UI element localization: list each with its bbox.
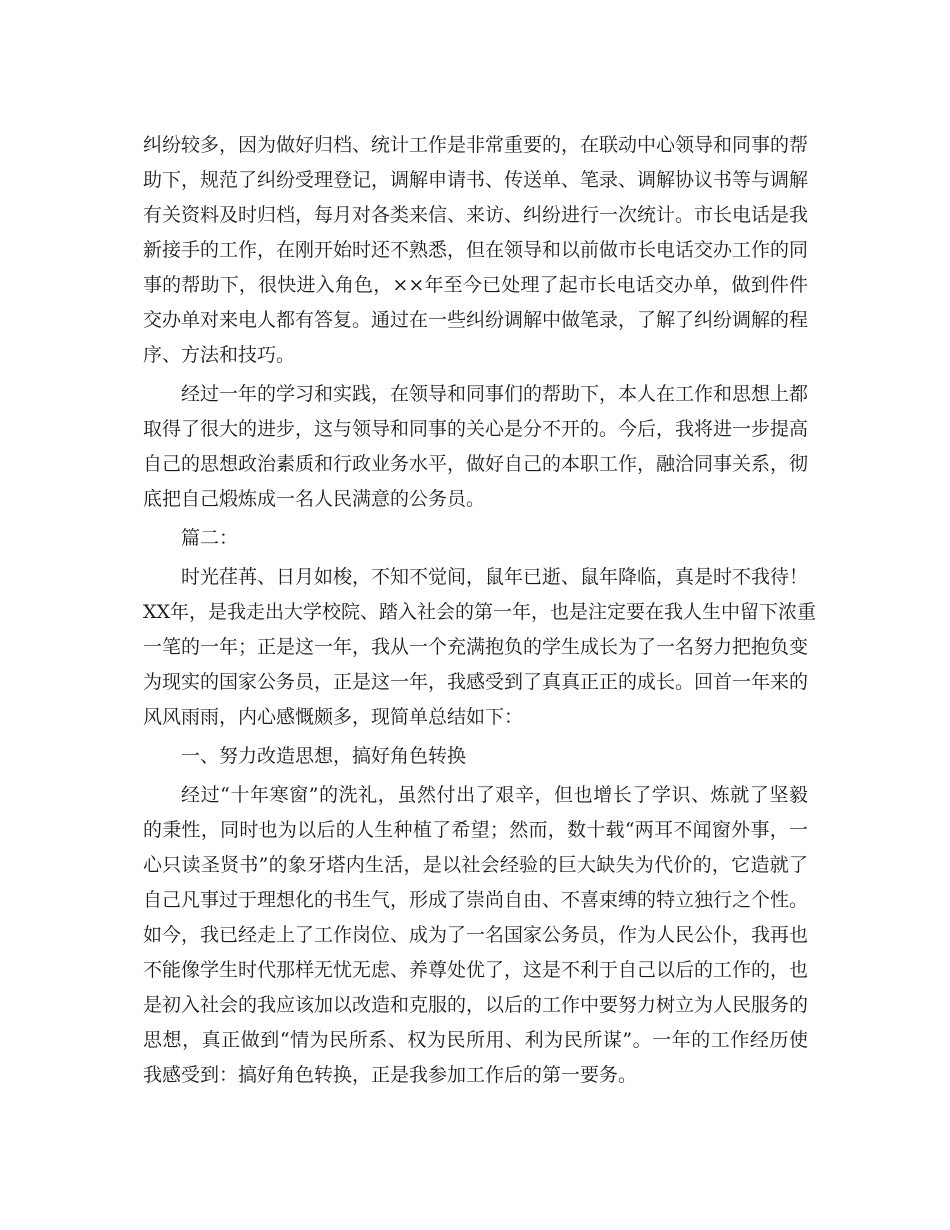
- text-line: 新接手的工作，在刚开始时还不熟悉，但在领导和以前做市长电话交办工作的同: [143, 239, 809, 261]
- text-line: 如今，我已经走上了工作岗位、成为了一名国家公务员，作为人民公仆，我再也: [143, 924, 809, 946]
- text-line: 一笔的一年；正是这一年，我从一个充满抱负的学生成长为了一名努力把抱负变: [143, 636, 809, 658]
- text-line: 一、努力改造思想，搞好角色转换: [181, 745, 467, 767]
- text-line: 交办单对来电人都有答复。通过在一些纠纷调解中做笔录，了解了纠纷调解的程: [143, 309, 809, 331]
- text-line: 有关资料及时归档，每月对各类来信、来访、纠纷进行一次统计。市长电话是我: [143, 204, 809, 226]
- text-line: 自己的思想政治素质和行政业务水平，做好自己的本职工作，融洽同事关系，彻: [143, 453, 809, 475]
- text-line: 经过一年的学习和实践，在领导和同事们的帮助下，本人在工作和思想上都: [181, 383, 809, 405]
- text-line: 事的帮助下，很快进入角色，××年至今已处理了起市长电话交办单，做到件件: [143, 274, 808, 296]
- text-line: 是初入社会的我应该加以改造和克服的，以后的工作中要努力树立为人民服务的: [143, 994, 809, 1016]
- section-heading-part-two: [143, 521, 808, 556]
- text-line: 时光荏苒、日月如梭，不知不觉间，鼠年已逝、鼠年降临，真是时不我待！: [181, 566, 809, 588]
- document-page: [143, 128, 817, 1097]
- text-line: 的秉性，同时也为以后的人生种植了希望；然而，数十载“两耳不闻窗外事，一: [143, 819, 808, 841]
- text-line: 风风雨雨，内心感慨颇多，现简单总结如下：: [143, 706, 524, 728]
- text-line: 我感受到：搞好角色转换，正是我参加工作后的第一要务。: [143, 1064, 638, 1086]
- text-line: 为现实的国家公务员，正是这一年，我感受到了真真正正的成长。回首一年来的: [143, 671, 809, 693]
- text-line: 取得了很大的进步，这与领导和同事的关心是分不开的。今后，我将进一步提高: [143, 418, 809, 440]
- text-line: 自己凡事过于理想化的书生气，形成了崇尚自由、不喜束缚的特立独行之个性。: [143, 889, 809, 911]
- paragraph-2: [143, 377, 808, 517]
- text-line: XX年，是我走出大学校院、踏入社会的第一年，也是注定要在我人生中留下浓重: [143, 601, 817, 623]
- text-line: 心只读圣贤书”的象牙塔内生活，是以社会经验的巨大缺失为代价的，它造就了: [143, 854, 808, 876]
- text-line: 助下，规范了纠纷受理登记，调解申请书、传送单、笔录、调解协议书等与调解: [143, 169, 809, 191]
- paragraph-6: [143, 778, 808, 1093]
- text-line: 不能像学生时代那样无忧无虑、养尊处优了，这是不利于自己以后的工作的，也: [143, 959, 809, 981]
- text-line: 思想，真正做到“情为民所系、权为民所用、利为民所谋”。一年的工作经历使: [143, 1029, 808, 1051]
- text-line: 篇二：: [181, 527, 239, 549]
- paragraph-4: [143, 560, 817, 735]
- text-line: 序、方法和技巧。: [143, 344, 296, 366]
- section-heading-one: [143, 739, 808, 774]
- text-line: 纠纷较多，因为做好归档、统计工作是非常重要的，在联动中心领导和同事的帮: [143, 134, 809, 156]
- paragraph-1: [143, 128, 808, 373]
- text-line: 底把自己煅炼成一名人民满意的公务员。: [143, 488, 486, 510]
- text-line: 经过“十年寒窗”的洗礼，虽然付出了艰辛，但也增长了学识、炼就了坚毅: [181, 784, 808, 806]
